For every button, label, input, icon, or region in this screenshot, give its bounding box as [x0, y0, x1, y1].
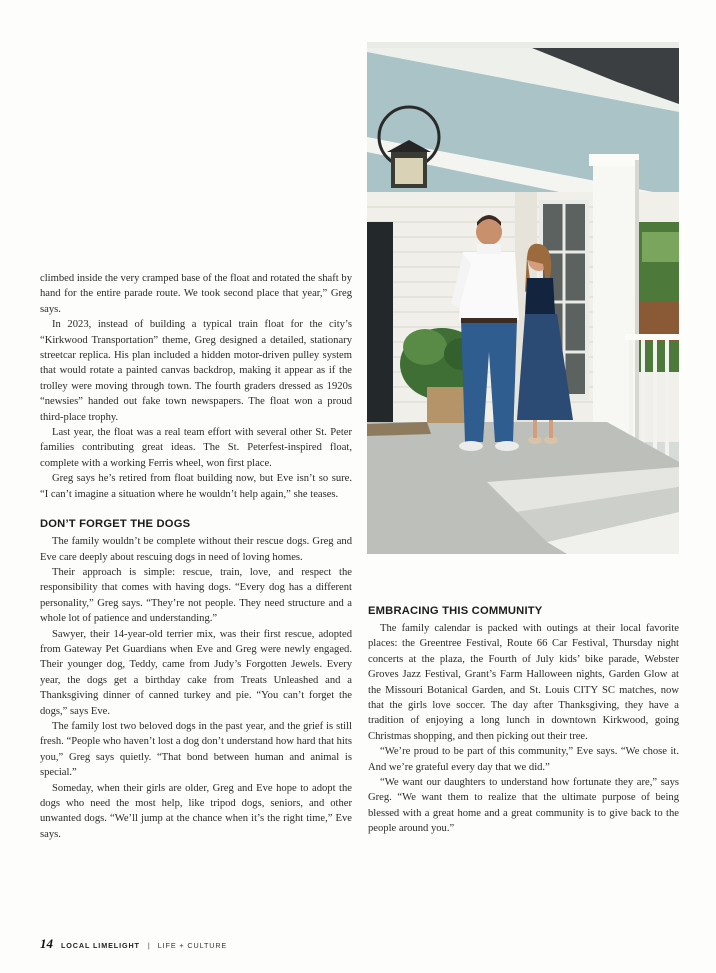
porch-photo — [367, 42, 679, 554]
body-paragraph: Sawyer, their 14-year-old terrier mix, was their first rescue, adopted from Gateway Pet Guardians when Eve and Greg were newly engaged. Their younger dog, Teddy, came from Judy’s Forgotten Jewels. Every year, the dogs get a birthday cake from Treats Unleashed and a Thanksgiving dinner of canned turkey and pie. “You can’t forget the dogs,” says Eve. — [40, 628, 352, 717]
section-heading-community: EMBRACING THIS COMMUNITY — [368, 605, 543, 617]
right-text-column — [368, 604, 679, 837]
magazine-name: LOCAL LIMELIGHT — [61, 941, 140, 950]
page-footer — [40, 936, 227, 952]
body-paragraph: Greg says he’s retired from float building now, but Eve isn’t so sure. “I can’t imagine a situation where he wouldn’t help again,” she teases. — [40, 473, 352, 500]
body-paragraph: “We want our daughters to understand how fortunate they are,” says Greg. “We want them to realize that the ultimate purpose of being blessed with a great home and a great community is to give back to the people around you.” — [368, 777, 679, 835]
body-paragraph: The family wouldn’t be complete without their rescue dogs. Greg and Eve care deeply about rescuing dogs in need of loving homes. — [40, 536, 352, 563]
body-paragraph: The family lost two beloved dogs in the past year, and the grief is still fresh. “People who haven’t lost a dog don’t understand how hard that hits you,” Greg says quietly. “That bond between human and animal is special.” — [40, 720, 352, 779]
body-paragraph: The family calendar is packed with outings at their local favorite places: the Greentree Festival, Route 66 Car Festival, Thursday night concerts at the plaza, the Fourth of July kids’ bike parade, Webster Groves Jazz Festival, Grant’s Farm Halloween nights, Garden Glow at the Missouri Botanical Garden, and St. Louis CITY SC matches, now that the girls love soccer. The day after Thanksgiving, they have a tradition of enjoying a long lunch in downtown Kirkwood, going Christmas shopping, and then picking out their tree. — [368, 623, 679, 742]
section-name: LIFE + CULTURE — [157, 941, 228, 950]
footer-separator: | — [147, 941, 150, 950]
body-paragraph: Last year, the float was a real team effort with several other St. Peter families contributing great ideas. The St. Peterfest-inspired float, complete with a working Ferris wheel, won first place. — [40, 427, 352, 469]
body-paragraph: Their approach is simple: rescue, train, love, and respect the responsibility that comes with having dogs. “Every dog has a different personality,” Greg says. “They’re not people. They need structure and a whole lot of patience and understanding.” — [40, 566, 352, 625]
page-number: 14 — [40, 936, 53, 951]
left-text-column — [40, 271, 352, 842]
section-heading-dogs: DON’T FORGET THE DOGS — [40, 518, 191, 531]
body-paragraph: climbed inside the very cramped base of the float and rotated the shaft by hand for the entire parade route. We took second place that year,” Greg says. — [40, 273, 352, 315]
body-paragraph: In 2023, instead of building a typical train float for the city’s “Kirkwood Transportation” theme, Greg designed a detailed, stationary streetcar replica. His plan included a hidden motor-driven pulley system that would rotate a painted canvas backdrop, making it appear as if the trolley were moving through town. The fourth graders dressed as 1920s “newsies” handed out fake town newspapers. The float won a proud third-place trophy. — [40, 319, 352, 423]
body-paragraph: “We’re proud to be part of this community,” Eve says. “We chose it. And we’re grateful every day that we did.” — [368, 746, 679, 773]
body-paragraph: Someday, when their girls are older, Greg and Eve hope to adopt the dogs who need the most help, like tripod dogs, seniors, and other unwanted dogs. “We’ll jump at the chance when it’s the right time,” Eve says. — [40, 782, 352, 840]
